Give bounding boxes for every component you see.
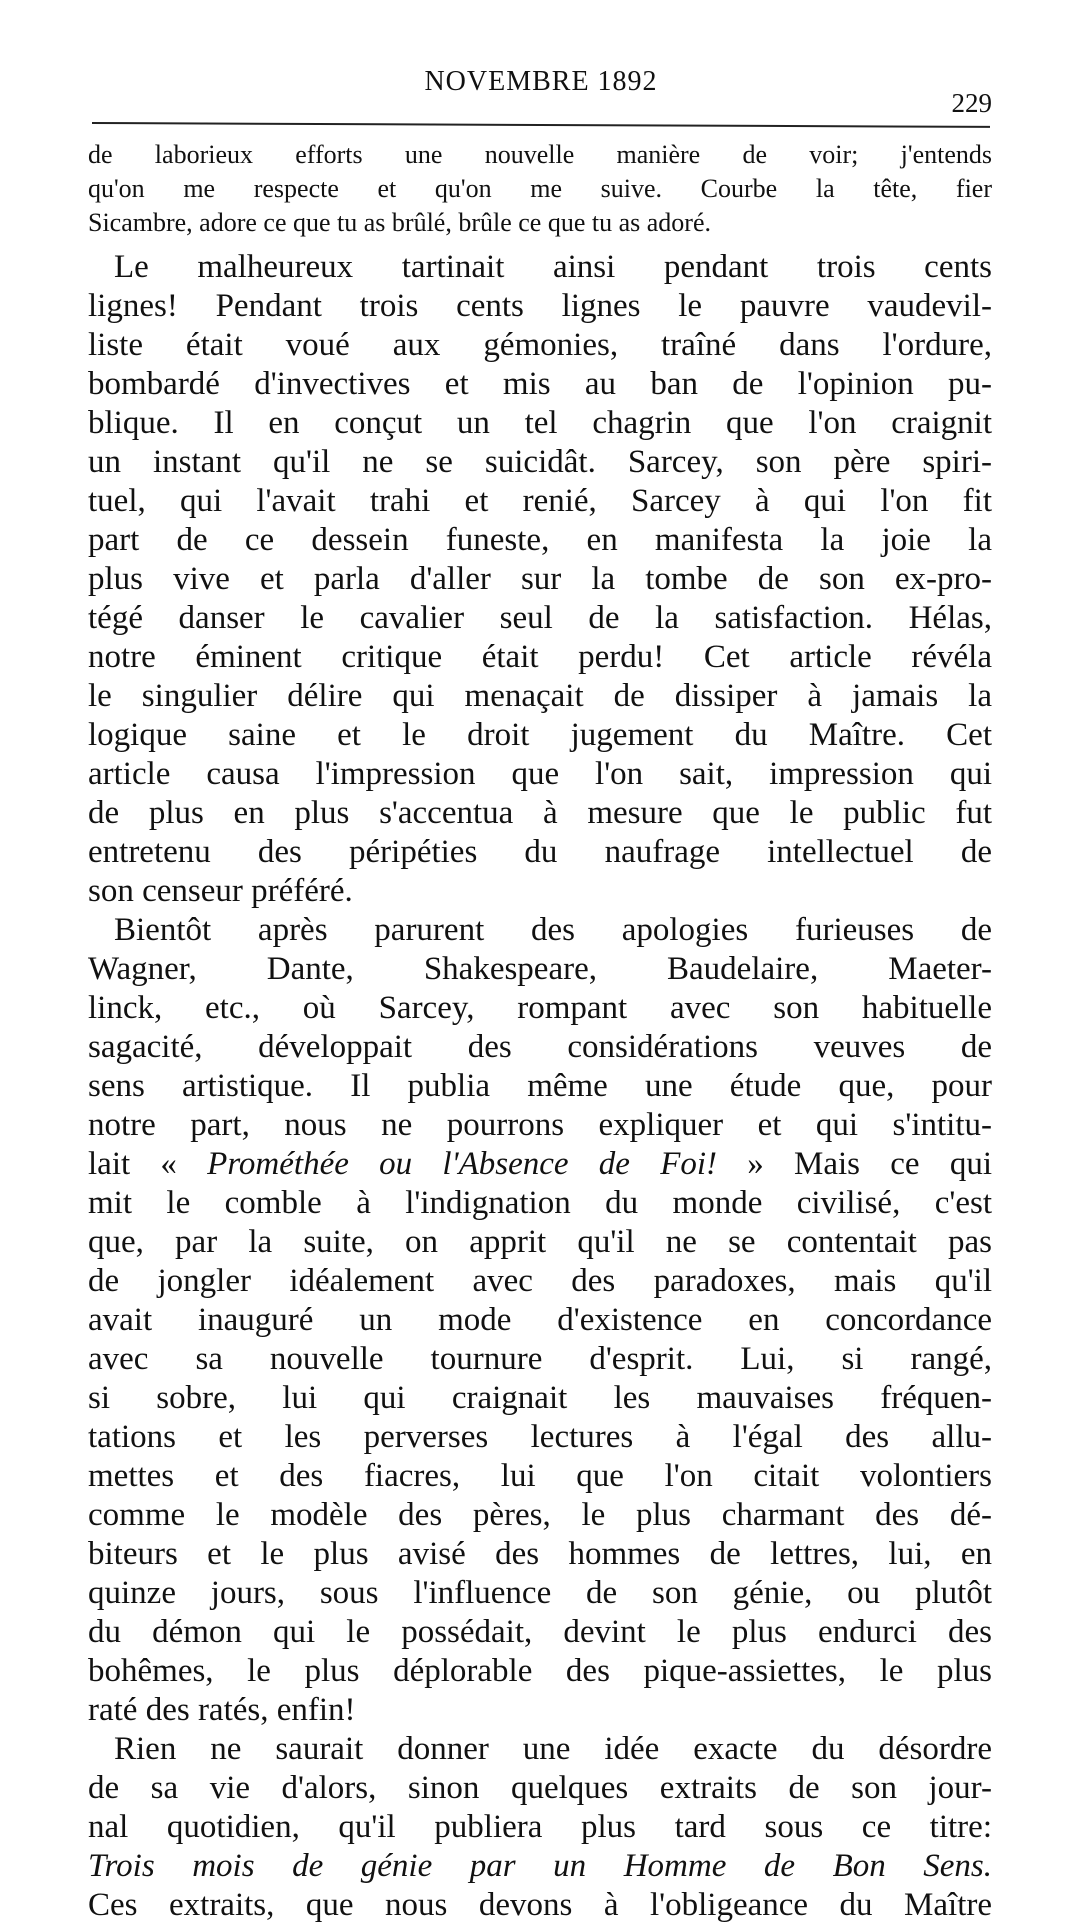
text-line: tuel, qui l'avait trahi et renié, Sarcey à qui l'on fit — [88, 483, 992, 519]
text-line: plus vive et parla d'aller sur la tombe de son ex-pro- — [88, 561, 992, 597]
text-line: raté des ratés, enfin! — [88, 1692, 356, 1728]
text-line-with-title — [88, 1145, 992, 1184]
text-line: le singulier délire qui menaçait de dissiper à jamais la — [88, 678, 992, 714]
text-line: bombardé d'invectives et mis au ban de l'opinion pu- — [88, 366, 992, 402]
text-line: liste était voué aux gémonies, traîné dans l'ordure, — [88, 327, 992, 363]
line-before: lait « — [88, 1146, 208, 1182]
text-line: avec sa nouvelle tournure d'esprit. Lui, si rangé, — [88, 1341, 992, 1377]
text-line: Bientôt après parurent des apologies furieuses de — [114, 912, 992, 948]
text-line: un instant qu'il ne se suicidât. Sarcey, son père spiri- — [88, 444, 992, 480]
running-header — [90, 66, 992, 116]
quote-line: qu'on me respecte et qu'on me suive. Courbe la tête, fier — [88, 174, 992, 203]
running-title: NOVEMBRE 1892 — [424, 66, 658, 97]
essay-title: Prométhée ou l'Absence de Foi! — [207, 1146, 718, 1182]
text-line: biteurs et le plus avisé des hommes de lettres, lui, en — [88, 1536, 992, 1572]
text-line: du démon qui le possédait, devint le plus endurci des — [88, 1614, 992, 1650]
text-line: mit le comble à l'indignation du monde civilisé, c'est — [88, 1185, 992, 1221]
text-line: Wagner, Dante, Shakespeare, Baudelaire, Maeter- — [88, 951, 992, 987]
text-line: quinze jours, sous l'influence de son génie, ou plutôt — [88, 1575, 992, 1611]
text-line: comme le modèle des pères, le plus charmant des dé- — [88, 1497, 992, 1533]
page-number: 229 — [951, 88, 992, 118]
text-line: nal quotidien, qu'il publiera plus tard sous ce titre: — [88, 1809, 992, 1845]
text-line: blique. Il en conçut un tel chagrin que l'on craignit — [88, 405, 992, 441]
text-line: sens artistique. Il publia même une étude que, pour — [88, 1068, 992, 1104]
text-line: que, par la suite, on apprit qu'il ne se contentait pas — [88, 1224, 992, 1260]
text-line: sagacité, développait des considérations veuves de — [88, 1029, 992, 1065]
text-line: tégé danser le cavalier seul de la satisfaction. Hélas, — [88, 600, 992, 636]
paragraph-gap — [88, 240, 992, 248]
quote-line: de laborieux efforts une nouvelle manière de voir; j'entends — [88, 140, 992, 169]
text-line: son censeur préféré. — [88, 873, 353, 909]
text-line: linck, etc., où Sarcey, rompant avec son habituelle — [88, 990, 992, 1026]
header-rule — [92, 122, 990, 128]
body-text — [88, 138, 992, 1925]
book-title-line: Trois mois de génie par un Homme de Bon Sens. — [88, 1848, 992, 1884]
text-line: Ces extraits, que nous devons à l'obligeance du Maître — [88, 1887, 992, 1923]
text-line: de jongler idéalement avec des paradoxes, mais qu'il — [88, 1263, 992, 1299]
text-line: Le malheureux tartinait ainsi pendant trois cents — [114, 249, 992, 285]
text-line: article causa l'impression que l'on sait, impression qui — [88, 756, 992, 792]
text-line: notre part, nous ne pourrons expliquer et qui s'intitu- — [88, 1107, 992, 1143]
text-line: de sa vie d'alors, sinon quelques extraits de son jour- — [88, 1770, 992, 1806]
text-line: lignes! Pendant trois cents lignes le pauvre vaudevil- — [88, 288, 992, 324]
text-line: bohêmes, le plus déplorable des pique-assiettes, le plus — [88, 1653, 992, 1689]
text-line: tations et les perverses lectures à l'égal des allu- — [88, 1419, 992, 1455]
text-line: de plus en plus s'accentua à mesure que le public fut — [88, 795, 992, 831]
text-line: notre éminent critique était perdu! Cet article révéla — [88, 639, 992, 675]
text-line: mettes et des fiacres, lui que l'on citait volontiers — [88, 1458, 992, 1494]
text-line: si sobre, lui qui craignait les mauvaises fréquen- — [88, 1380, 992, 1416]
text-line: Rien ne saurait donner une idée exacte du désordre — [114, 1731, 992, 1767]
quote-line: Sicambre, adore ce que tu as brûlé, brûle ce que tu as adoré. — [88, 208, 712, 237]
text-line: entretenu des péripéties du naufrage intellectuel de — [88, 834, 992, 870]
text-line: part de ce dessein funeste, en manifesta la joie la — [88, 522, 992, 558]
line-after: » Mais ce qui — [717, 1146, 992, 1182]
text-line: avait inauguré un mode d'existence en concordance — [88, 1302, 992, 1338]
text-line: logique saine et le droit jugement du Maître. Cet — [88, 717, 992, 753]
